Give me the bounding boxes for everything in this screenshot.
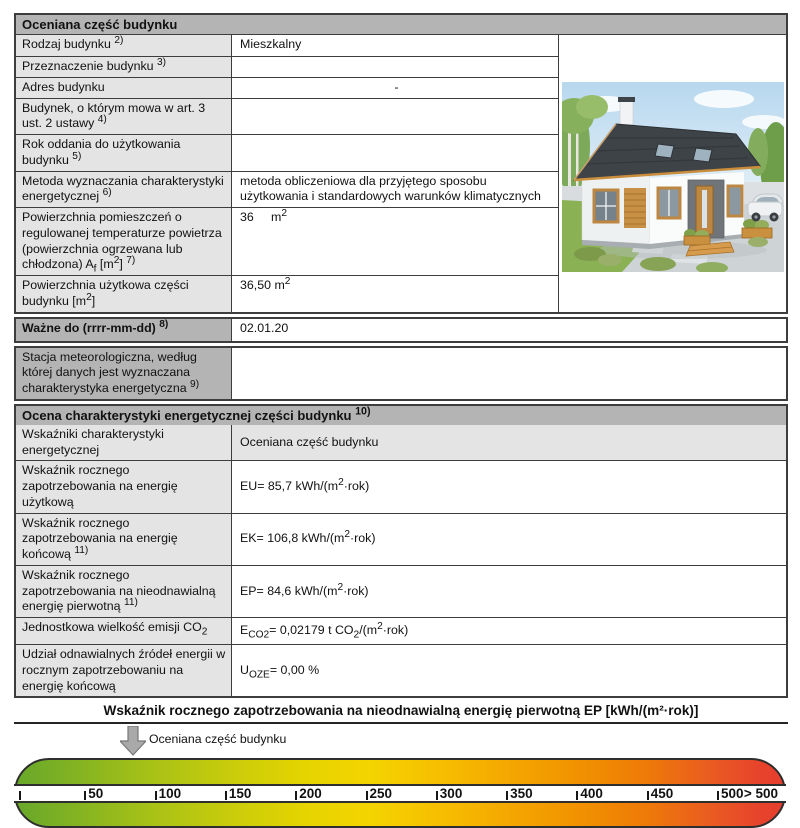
scale-tick (647, 791, 649, 800)
row-value (232, 135, 558, 171)
weather-station-label: Stacja meteorologiczna, według której danych jest wyznaczana charakterystyka energetyczna $^{9)}$ (16, 348, 232, 399)
table-row (16, 99, 558, 136)
table-row (16, 618, 786, 645)
scale-tick-label: 300 (439, 786, 463, 802)
scale-tick-label: 150 (228, 786, 252, 802)
row-label: Wskaźnik rocznego zapotrzebowania na energię końcową $^{11)}$ (16, 514, 232, 565)
rating-table-rows (16, 425, 786, 697)
table-row (16, 461, 786, 513)
row-label: Powierzchnia użytkowa części budynku $[m^2]$ (16, 276, 232, 312)
table-row (16, 348, 786, 399)
row-label: Przeznaczenie budynku $^{3)}$ (16, 57, 232, 77)
valid-until-label: Ważne do (rrrr-mm-dd) $^{8)}$ (16, 319, 232, 341)
building-table-rows (16, 35, 558, 312)
scale-tick (576, 791, 578, 800)
table-row (16, 35, 558, 57)
scale-tick (84, 791, 86, 800)
table-row (16, 78, 558, 99)
building-table-body (16, 34, 786, 312)
row-value: Mieszkalny (232, 35, 558, 56)
scale-tick-label: 400 (580, 786, 603, 802)
scale-tick (295, 791, 297, 800)
table-row (16, 514, 786, 566)
rating-table (14, 404, 788, 699)
row-label: Budynek, o którym mowa w art. 3 ust. 2 ustawy $^{4)}$ (16, 99, 232, 135)
table-row (16, 172, 558, 209)
row-value: EU= 85,7 kWh/$(m^2\cdot rok)$ (232, 461, 786, 512)
scale-tick (717, 791, 719, 800)
weather-station-value (232, 348, 786, 399)
row-label: Powierzchnia pomieszczeń o regulowanej temperaturze powietrza (powierzchnia ogrzewana lub chłodzona) $A_f$ $[m^2]$ $^{7)}$ (16, 208, 232, 275)
row-value: metoda obliczeniowa dla przyjętego sposobu użytkowania i standardowych warunków klimatycznych (232, 172, 558, 208)
table-row (16, 208, 558, 276)
rating-table-header: Ocena charakterystyki energetycznej części budynku $^{10)}$ (16, 406, 786, 425)
row-label: Wskaźnik rocznego zapotrzebowania na nieodnawialną energię pierwotną $^{11)}$ (16, 566, 232, 617)
row-label: Wskaźnik rocznego zapotrzebowania na energię użytkową (16, 461, 232, 512)
house-photo (562, 82, 784, 272)
row-value: 36 $m^2$ (232, 208, 558, 275)
table-row (16, 57, 558, 78)
table-row (16, 276, 558, 312)
valid-until-value: 02.01.20 (232, 319, 786, 341)
table-row (16, 566, 786, 618)
row-label: Jednostkowa wielkość emisji $CO_2$ (16, 618, 232, 644)
table-row (16, 645, 786, 696)
row-label: Udział odnawialnych źródeł energii w rocznym zapotrzebowaniu na energię końcową (16, 645, 232, 696)
ep-gradient-scale (14, 758, 786, 828)
scale-tick-label: 450 (650, 786, 674, 802)
scale-tick-label: 350 (510, 786, 533, 802)
scale-tick (155, 791, 157, 800)
row-value (232, 99, 558, 135)
marker-label: Oceniana część budynku (148, 732, 287, 747)
table-row (16, 425, 786, 462)
scale-edge-tick (19, 791, 21, 800)
row-label: Metoda wyznaczania charakterystyki energetycznej $^{6)}$ (16, 172, 232, 208)
scale-overflow-label: > 500 (743, 786, 778, 802)
row-value: 36,50 $m^2$ (232, 276, 558, 312)
ep-scale-marker-zone (14, 724, 788, 758)
scale-tick-label: 100 (158, 786, 182, 802)
scale-tick (436, 791, 438, 800)
scale-band (14, 784, 786, 803)
scale-tick-label: 500 (721, 786, 744, 802)
scale-tick (366, 791, 368, 800)
valid-until-table (14, 317, 788, 343)
scale-tick (225, 791, 227, 800)
marker-arrow-icon (120, 726, 146, 756)
table-row (16, 135, 558, 172)
house-photo-cell (558, 35, 786, 312)
scale-tick (506, 791, 508, 800)
row-value: EP= 84,6 kWh/$(m^2\cdot rok)$ (232, 566, 786, 617)
row-value: $E_{CO2}= 0,02179$ t $CO_2/(m^2\cdot rok)$ (232, 618, 786, 644)
row-value (232, 57, 558, 77)
row-value: - (232, 78, 558, 98)
row-value: $U_{OZE}= 0,00$ % (232, 645, 786, 696)
weather-station-table (14, 346, 788, 401)
row-value: EK= 106,8 kWh/$(m^2\cdot rok)$ (232, 514, 786, 565)
row-label: Rodzaj budynku $^{2)}$ (16, 35, 232, 56)
row-label: Wskaźniki charakterystyki energetycznej (16, 425, 232, 461)
scale-tick-label: 200 (299, 786, 322, 802)
building-table-header: Oceniana część budynku (16, 15, 786, 34)
table-row (16, 319, 786, 341)
ep-scale-title: Wskaźnik rocznego zapotrzebowania na nieodnawialną energię pierwotną EP [kWh/(m²·rok)] (103, 703, 699, 719)
row-label: Rok oddania do użytkowania budynku $^{5)}$ (16, 135, 232, 171)
row-label: Adres budynku (16, 78, 232, 98)
scale-tick-label: 250 (369, 786, 393, 802)
scale-tick-label: 50 (88, 786, 104, 802)
row-value: Oceniana część budynku (232, 425, 786, 461)
building-table (14, 13, 788, 314)
